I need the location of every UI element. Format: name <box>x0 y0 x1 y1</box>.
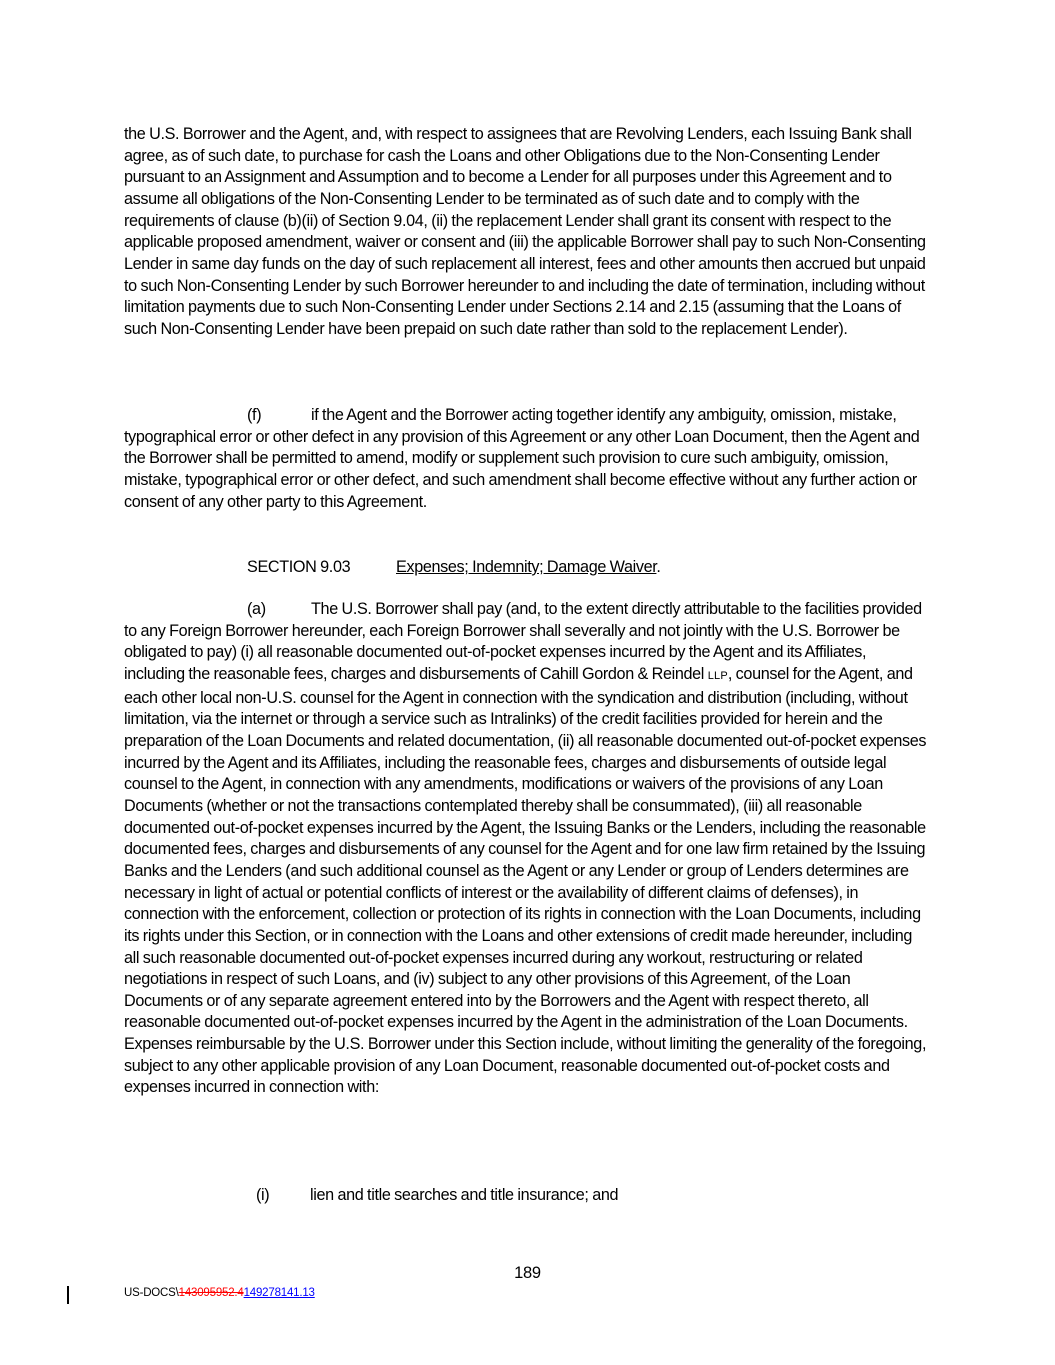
section-heading <box>124 557 930 579</box>
paragraph-f <box>124 405 930 513</box>
paragraph-marker: (f) <box>247 406 262 424</box>
llp-smallcaps: LLP <box>707 669 728 682</box>
section-number: SECTION 9.03 <box>247 558 351 576</box>
section-title-period: . <box>656 558 661 576</box>
page-number: 189 <box>514 1264 541 1282</box>
document-id <box>124 1287 315 1299</box>
paragraph-marker: (a) <box>247 600 266 618</box>
list-item-marker: (i) <box>256 1186 270 1204</box>
paragraph-text: if the Agent and the Borrower acting together identify any ambiguity, omission, mistake, typographical error or other defect in any provision of this Agreement or any other Loan Document, then the Agent and the Borrower shall be permitted to amend, modify or supplement such provision to cure such ambiguity, omission, mistake, typographical error or other defect, and such amendment shall become effective without any further action or consent of any other party to this Agreement. <box>124 406 920 511</box>
list-item-i <box>124 1185 930 1207</box>
doc-id-deleted: 143095952.4 <box>178 1287 244 1299</box>
doc-id-inserted: 149278141.13 <box>243 1287 315 1299</box>
paragraph-text-part-1: The U.S. Borrower shall pay (and, to the extent directly attributable to the facilities provided to any Foreign Borrower hereunder, each Foreign Borrower shall severally and not jointly with the U.S. Borrower be obligated to pay) (i) all reasonable documented out-of-pocket expenses incurred by the Agent and its Affiliates, including the reasonable fees, charges and disbursements of Cahill Gordon & Reindel <box>124 600 922 683</box>
doc-id-prefix: US-DOCS\ <box>124 1287 179 1299</box>
revision-change-bar <box>67 1286 69 1304</box>
paragraph-a <box>124 599 930 1099</box>
list-item-text: lien and title searches and title insurance; and <box>310 1186 619 1204</box>
paragraph-text-part-2: , counsel for the Agent, and each other local non-U.S. counsel for the Agent in connection with the syndication and distribution (including, without limitation, via the internet or through a service such as Intralinks) of the credit facilities provided for herein and the preparation of the Loan Documents and related documentation, (ii) all reasonable documented out-of-pocket expenses incurred by the Agent and its Affiliates, including the reasonable fees, charges and disbursements of outside legal counsel to the Agent, in connection with any amendments, modifications or waivers of the provisions of any Loan Documents (whether or not the transactions contemplated thereby shall be consummated), (iii) all reasonable documented out-of-pocket expenses incurred by the Agent, the Issuing Banks or the Lenders, including the reasonable documented fees, charges and disbursements of any counsel for the Agent and for one law firm retained by the Issuing Banks and the Lenders (and such additional counsel as the Agent or any Lender or group of Lenders determines are necessary in light of actual or potential conflicts of interest or the availability of different claims of defenses), in connection with the enforcement, collection or protection of its rights in connection with the Loan Documents, including its rights under this Section, or in connection with the Loans and other extensions of credit made hereunder, including all such reasonable documented out-of-pocket expenses incurred during any workout, restructuring or related negotiations in respect of such Loans, and (iv) subject to any other provisions of this Agreement, of the Loan Documents or of any separate agreement entered into by the Borrowers and the Agent with respect thereto, all reasonable documented out-of-pocket expenses incurred by the Agent in the administration of the Loan Documents. Expenses reimbursable by the U.S. Borrower under this Section include, without limiting the generality of the foregoing, subject to any other applicable provision of any Loan Document, reasonable documented out-of-pocket costs and expenses incurred in connection with: <box>124 664 927 1097</box>
paragraph-continuation: the U.S. Borrower and the Agent, and, with respect to assignees that are Revolving Lenders, each Issuing Bank shall agree, as of such date, to purchase for cash the Loans and other Obligations due to the Non-Consenting Lender pursuant to an Assignment and Assumption and to become a Lender for all purposes under this Agreement and to assume all obligations of the Non-Consenting Lender to be terminated as of such date and to comply with the requirements of clause (b)(ii) of Section 9.04, (ii) the replacement Lender shall grant its consent with respect to the applicable proposed amendment, waiver or consent and (iii) the applicable Borrower shall pay to such Non-Consenting Lender in same day funds on the day of such replacement all interest, fees and other amounts then accrued but unpaid to such Non-Consenting Lender by such Borrower hereunder to and including the date of termination, including without limitation payments due to such Non-Consenting Lender under Sections 2.14 and 2.15 (assuming that the Loans of such Non-Consenting Lender have been prepaid on such date rather than sold to the replacement Lender). <box>124 125 926 338</box>
section-title: Expenses; Indemnity; Damage Waiver <box>396 558 657 576</box>
